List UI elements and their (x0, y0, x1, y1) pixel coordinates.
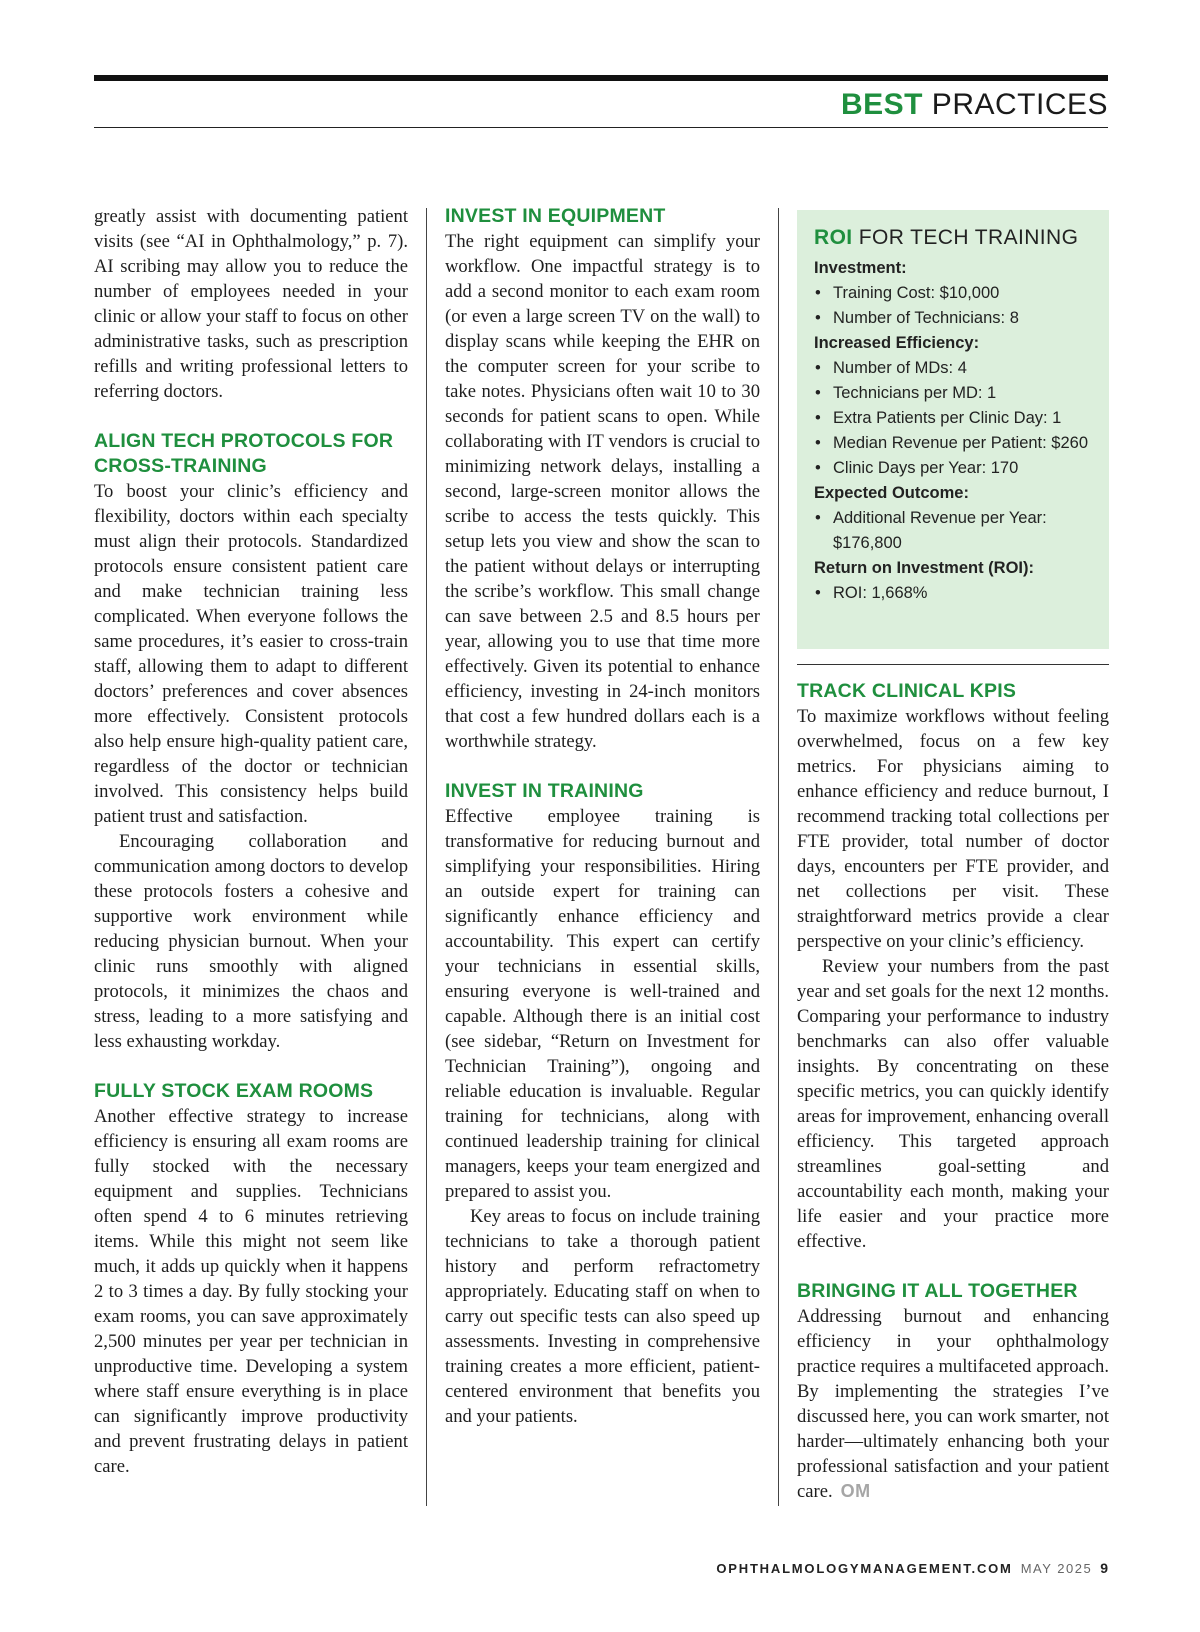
sidebar-title-rest: FOR TECH TRAINING (852, 226, 1079, 249)
sidebar-list-item: • Number of Technicians: 8 (814, 306, 1093, 331)
align-paragraph-2: Encouraging collaboration and communication among doctors to develop these protocols fosters a cohesive and supportive work environment while reducing physician burnout. When your clinic runs smoothly with aligned protocols, it minimizes the chaos and stress, leading to a more satisfying and less exhausting workday. (94, 831, 408, 1052)
sidebar-list-item: • Clinic Days per Year: 170 (814, 456, 1093, 481)
bullet-icon: • (815, 409, 821, 427)
sidebar-title (814, 224, 1093, 252)
training-paragraph-1: Effective employee training is transformative for reducing burnout and simplifying your responsibilities. Hiring an outside expert for training can significantly enhance efficiency and accountability. This expert can certify your technicians in essential skills, ensuring everyone is well-trained and capable. Although there is an initial cost (see sidebar, “Return on Investment for Technician Training”), ongoing and reliable education is invaluable. Regular training for technicians, along with continued leadership training for clinical managers, keeps your team energized and prepared to assist you. (445, 806, 760, 1202)
together-paragraph-text: Addressing burnout and enhancing efficiency in your ophthalmology practice requires a multifaceted approach. By implementing the strategies I’ve discussed here, you can work smarter, not harder—ultimately enhancing both your professional satisfaction and your patient care. (797, 1306, 1109, 1502)
page-footer (716, 1558, 1108, 1578)
sidebar-list-item: • Additional Revenue per Year: $176,800 (814, 506, 1093, 556)
column-3 (797, 679, 1109, 1504)
equipment-paragraph: The right equipment can simplify your workflow. One impactful strategy is to add a second monitor to each exam room (or even a large screen TV on the wall) to display scans while keeping the EHR on the computer screen for your scribe to take notes. Physicians often wait 10 to 30 seconds for patient scans to open. While collaborating with IT vendors is crucial to minimizing network delays, installing a second, large-screen monitor allows the scribe to access the tests quickly. This setup lets you view and show the scan to the patient without delays or interrupting the scribe’s workflow. This small change can save between 2.5 and 8.5 hours per year, allowing you to use that time more effectively. Given its potential to enhance efficiency, investing in 24-inch monitors that cost a few hundred dollars each is a worthwhile strategy. (445, 231, 760, 752)
section-header-rest: PRACTICES (922, 88, 1108, 121)
heading-align-protocols: ALIGN TECH PROTOCOLS FOR CROSS-TRAINING (94, 430, 394, 477)
column-divider-1 (426, 208, 427, 1506)
bullet-icon: • (815, 584, 821, 602)
sidebar-outcome-heading: Expected Outcome: (814, 484, 969, 502)
heading-invest-equipment: INVEST IN EQUIPMENT (445, 205, 666, 227)
sidebar-list-item: • Training Cost: $10,000 (814, 281, 1093, 306)
roi-sidebar (797, 210, 1109, 649)
sidebar-list-item: • Extra Patients per Clinic Day: 1 (814, 406, 1093, 431)
heading-bringing-together: BRINGING IT ALL TOGETHER (797, 1280, 1078, 1302)
end-mark: OM (840, 1481, 871, 1501)
column-1 (94, 204, 408, 1479)
heading-invest-training: INVEST IN TRAINING (445, 780, 644, 802)
sidebar-list-item: • ROI: 1,668% (814, 581, 1093, 606)
heading-stock-exam-rooms: FULLY STOCK EXAM ROOMS (94, 1080, 374, 1102)
intro-paragraph: greatly assist with documenting patient visits (see “AI in Ophthalmology,” p. 7). AI scribing may allow you to reduce the number of employees needed in your clinic or allow your staff to focus on other administrative tasks, such as prescription refills and writing professional letters to referring doctors. (94, 206, 408, 402)
sidebar-list-item: • Median Revenue per Patient: $260 (814, 431, 1093, 456)
sidebar-list-item: • Technicians per MD: 1 (814, 381, 1093, 406)
heading-track-kpis: TRACK CLINICAL KPIS (797, 680, 1017, 702)
footer-site: OPHTHALMOLOGYMANAGEMENT.COM (716, 1561, 1013, 1576)
sidebar-title-bold: ROI (814, 226, 853, 249)
bullet-icon: • (815, 359, 821, 377)
page-number: 9 (1100, 1560, 1108, 1576)
stock-paragraph: Another effective strategy to increase efficiency is ensuring all exam rooms are fully stocked with the necessary equipment and supplies. Technicians often spend 4 to 6 minutes retrieving items. While this might not seem like much, it adds up quickly when it happens 2 to 3 times a day. By fully stocking your exam rooms, you can save approximately 2,500 minutes per year per technician in unproductive time. Developing a system where staff ensure everything is in place can significantly improve productivity and prevent frustrating delays in patient care. (94, 1106, 408, 1477)
column-2 (445, 204, 760, 1429)
together-paragraph (797, 1304, 1109, 1504)
sidebar-rule (797, 664, 1109, 665)
section-header-bold: BEST (840, 88, 923, 121)
bullet-icon: • (815, 434, 821, 452)
training-paragraph-2: Key areas to focus on include training technicians to take a thorough patient history and perform refractometry appropriately. Educating staff on when to carry out specific tests can also speed up assessments. Investing in comprehensive training creates a more efficient, patient-centered environment that benefits you and your patients. (445, 1206, 760, 1427)
top-rule (94, 75, 1108, 81)
kpis-paragraph-2: Review your numbers from the past year and set goals for the next 12 months. Comparing your performance to industry benchmarks can also offer valuable insights. By concentrating on these specific metrics, you can quickly identify areas for improvement, enhancing overall efficiency. This targeted approach streamlines goal-setting and accountability each month, making your life easier and your practice more effective. (797, 956, 1109, 1252)
bullet-icon: • (815, 284, 821, 302)
bullet-icon: • (815, 384, 821, 402)
sidebar-list-item: • Number of MDs: 4 (814, 356, 1093, 381)
bullet-icon: • (815, 309, 821, 327)
footer-date: MAY 2025 (1020, 1561, 1093, 1576)
header-rule (94, 127, 1108, 128)
kpis-paragraph-1: To maximize workflows without feeling overwhelmed, focus on a few key metrics. For physicians aiming to enhance efficiency and reduce burnout, I recommend tracking total collections per FTE provider, total number of doctor days, encounters per FTE provider, and net collections per visit. These straightforward metrics provide a clear perspective on your clinic’s efficiency. (797, 706, 1109, 952)
sidebar-roi-heading: Return on Investment (ROI): (814, 559, 1035, 577)
sidebar-investment-heading: Investment: (814, 259, 907, 277)
bullet-icon: • (815, 509, 821, 527)
sidebar-efficiency-heading: Increased Efficiency: (814, 334, 980, 352)
align-paragraph-1: To boost your clinic’s efficiency and flexibility, doctors within each specialty must align their protocols. Standardized protocols ensure consistent patient care and make technician training less complicated. When everyone follows the same procedures, it’s easier to cross-train staff, allowing them to adapt to different doctors’ preferences and cover absences more effectively. Consistent protocols also help ensure high-quality patient care, regardless of the doctor or technician involved. This consistency helps build patient trust and satisfaction. (94, 481, 408, 827)
bullet-icon: • (815, 459, 821, 477)
section-header (94, 84, 1108, 126)
column-divider-2 (778, 208, 779, 1506)
